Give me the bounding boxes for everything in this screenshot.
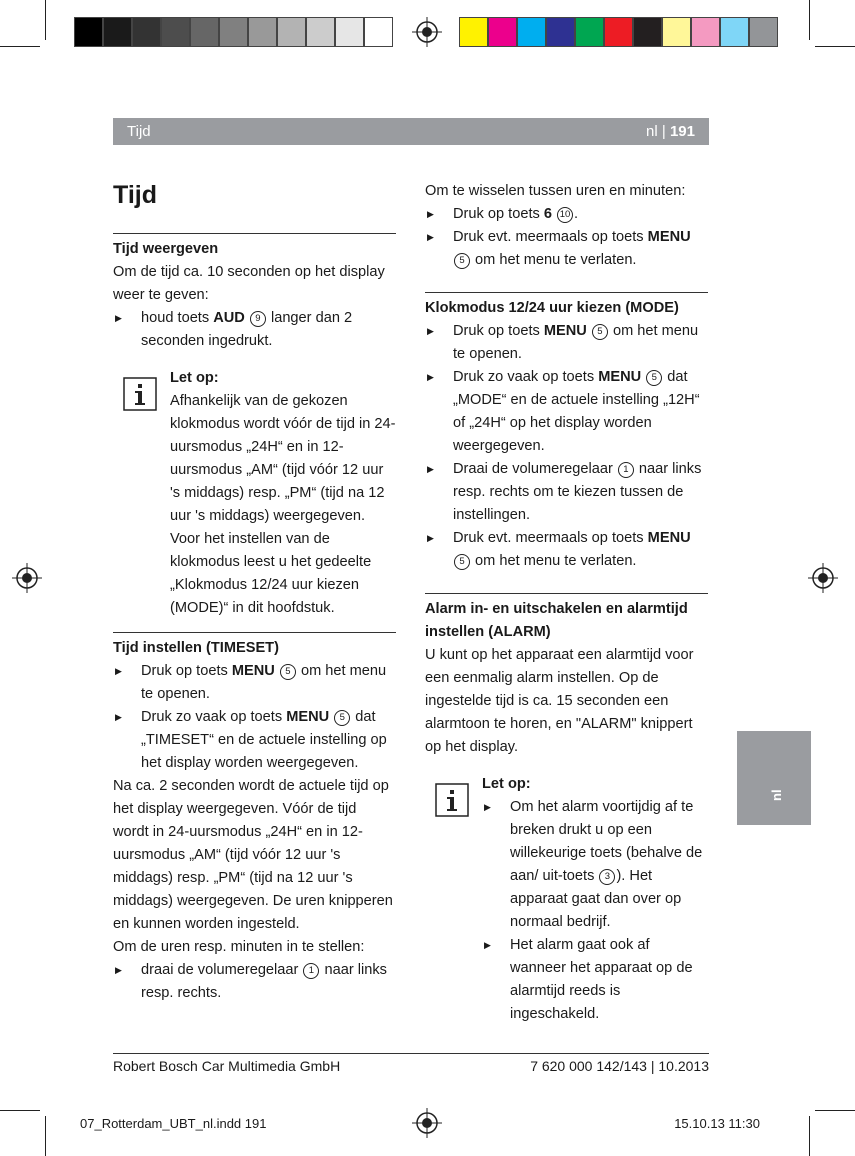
document-number: 7 620 000 142/143 | 10.2013: [530, 1058, 709, 1074]
page-number: nl | 191: [646, 123, 695, 140]
print-slug: [80, 1116, 760, 1131]
color-swatch: [364, 17, 393, 47]
color-swatch: [161, 17, 190, 47]
section-heading: Alarm in- en uitschakelen en alarmtijd instellen (ALARM): [425, 593, 708, 644]
page-header: [113, 118, 709, 145]
slug-timestamp: 15.10.13 11:30: [674, 1116, 760, 1131]
publisher: Robert Bosch Car Multimedia GmbH: [113, 1058, 341, 1074]
paragraph: Om de uren resp. minuten in te stellen:: [113, 939, 365, 955]
language-tab: [737, 731, 811, 825]
paragraph: U kunt op het apparaat een alarmtijd voor een eenmalig alarm instellen. Op de ingestelde tijd is ca. 15 seconden een alarmtoon te horen, en "ALARM" knippert op het display.: [425, 647, 694, 755]
color-swatch: [190, 17, 219, 47]
paragraph: Na ca. 2 seconden wordt de actuele tijd op het display weergegeven. Vóór de tijd wordt in 24-uursmodus „24H“ en in 12-uursmodus „AM“ (tijd vóór 12 uur 's middags) resp. „PM“ (tijd na 12 uur 's middags) weergegeven. De uren knipperen en kunnen worden ingesteld.: [113, 778, 393, 932]
info-icon: [435, 783, 469, 817]
note-title: Let op:: [482, 776, 531, 792]
note-list-item: ▶ Het alarm gaat ook af wanneer het apparaat op de alarmtijd reeds is ingeschakeld.: [482, 934, 708, 1026]
color-swatch: [633, 17, 662, 47]
registration-mark-icon: [808, 563, 838, 593]
color-swatch: [306, 17, 335, 47]
list-item: ▶ draai de volumeregelaar 1 naar links resp. rechts.: [113, 959, 396, 1005]
color-swatch: [488, 17, 517, 47]
list-item: ▶ Druk op toets MENU 5 om het menu te openen.: [425, 320, 708, 366]
list-item: ▶ houd toets AUD 9 langer dan 2 seconden ingedrukt.: [113, 307, 396, 353]
color-swatch: [517, 17, 546, 47]
page-title: Tijd: [113, 181, 157, 209]
note-text: Afhankelijk van de gekozen klokmodus wordt vóór de tijd in 24-uursmodus „24H“ en in 12-uursmodus „AM“ (tijd vóór 12 uur 's middags) resp. „PM“ (tijd na 12 uur 's middags) weergegeven.: [170, 393, 396, 524]
color-swatch: [219, 17, 248, 47]
paragraph: Om te wisselen tussen uren en minuten:: [425, 183, 686, 199]
right-column: [425, 180, 708, 1038]
note-title: Let op:: [170, 370, 219, 386]
color-swatch: [277, 17, 306, 47]
list-item: ▶ Draai de volumeregelaar 1 naar links resp. rechts om te kiezen tussen de instellingen.: [425, 458, 708, 527]
note-box: [113, 367, 396, 620]
color-swatch: [662, 17, 691, 47]
color-swatch: [691, 17, 720, 47]
color-swatch: [546, 17, 575, 47]
color-swatch: [103, 17, 132, 47]
language-tab-label: nl: [769, 789, 784, 801]
color-swatch: [575, 17, 604, 47]
registration-mark-icon: [412, 17, 442, 47]
color-swatch: [335, 17, 364, 47]
left-column: [113, 180, 396, 1005]
list-item: ▶ Druk op toets MENU 5 om het menu te openen.: [113, 660, 396, 706]
color-swatch: [749, 17, 778, 47]
color-swatch: [604, 17, 633, 47]
color-swatch: [132, 17, 161, 47]
color-swatch: [248, 17, 277, 47]
list-item: ▶ Druk zo vaak op toets MENU 5 dat „MODE“ en de actuele instelling „12H“ of „24H“ op het display worden weergegeven.: [425, 366, 708, 458]
note-list-item: ▶ Om het alarm voortijdig af te breken drukt u op een willekeurige toets (behalve de aan/ uit-toets 3 ). Het apparaat gaat dan over op normaal bedrijf.: [482, 796, 708, 934]
list-item: ▶ Druk evt. meermaals op toets MENU 5 om het menu te verlaten.: [425, 226, 708, 272]
note-box: [425, 773, 708, 1026]
list-item: ▶ Druk op toets 6 10 .: [425, 203, 708, 226]
list-item: ▶ Druk zo vaak op toets MENU 5 dat „TIMESET“ en de actuele instelling op het display worden weergegeven.: [113, 706, 396, 775]
section-heading: Klokmodus 12/24 uur kiezen (MODE): [425, 292, 708, 320]
section-title: Tijd: [127, 123, 151, 140]
registration-mark-icon: [12, 563, 42, 593]
section-heading: Tijd weergeven: [113, 233, 396, 261]
info-icon: [123, 377, 157, 411]
section-heading: Tijd instellen (TIMESET): [113, 632, 396, 660]
page-footer: [113, 1053, 709, 1074]
color-swatch: [720, 17, 749, 47]
color-swatch: [74, 17, 103, 47]
slug-file: 07_Rotterdam_UBT_nl.indd 191: [80, 1116, 267, 1131]
list-item: ▶ Druk evt. meermaals op toets MENU 5 om het menu te verlaten.: [425, 527, 708, 573]
paragraph: Om de tijd ca. 10 seconden op het display weer te geven:: [113, 264, 385, 303]
note-text: Voor het instellen van de klokmodus leest u het gedeelte „Klokmodus 12/24 uur kiezen (MODE)“ in dit hoofdstuk.: [170, 531, 372, 616]
color-swatch: [459, 17, 488, 47]
